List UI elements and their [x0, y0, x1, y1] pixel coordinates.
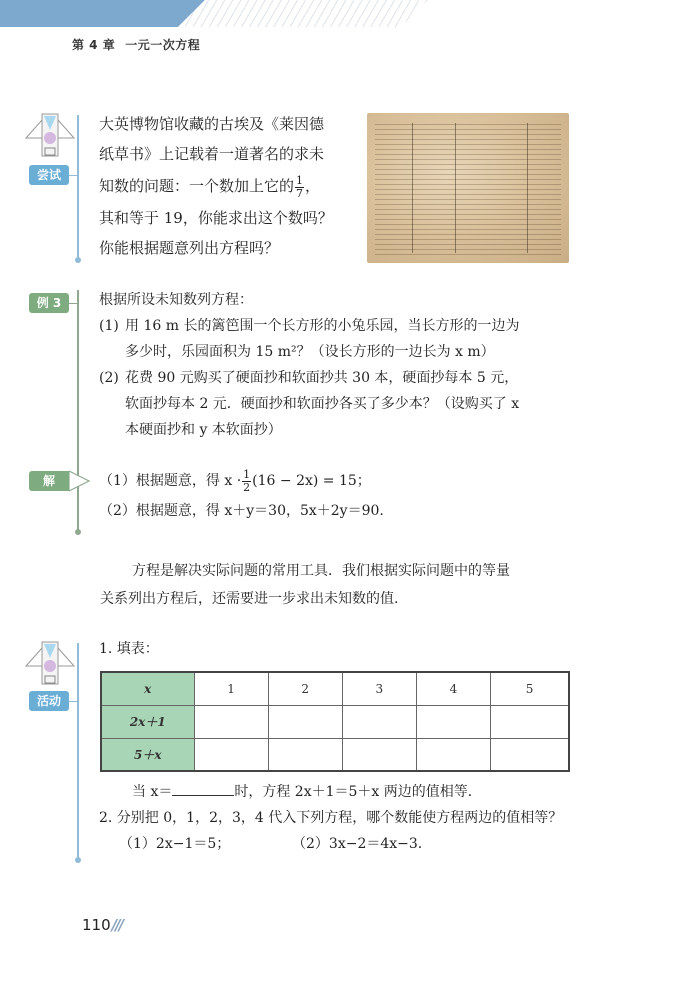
sentence-prefix: 当 x＝: [132, 784, 173, 800]
table-cell[interactable]: [268, 705, 342, 738]
try-line: 你能根据题意列出方程吗？: [99, 239, 280, 257]
table-row-label: 2x＋1: [101, 705, 194, 738]
table-header-row: [101, 672, 569, 705]
activity-badge: 活动: [29, 691, 69, 711]
solution-badge: 解: [29, 471, 69, 491]
example-line-dot: [75, 529, 81, 535]
header-band: [0, 0, 700, 27]
table-cell[interactable]: [194, 738, 268, 771]
activity-q2-title: 2. 分别把 0，1，2，3，4 代入下列方程，哪个数能使方程两边的值相等？: [99, 810, 563, 826]
item-body: [125, 313, 519, 365]
item-line: 多少时，乐园面积为 15 m²？（设长方形的一边长为 x m）: [125, 344, 495, 360]
example-intro: 根据所设未知数列方程：: [99, 292, 253, 308]
item-line: 本硬面抄和 y 本软面抄）: [125, 422, 282, 438]
try-line-text: 知数的问题：一个数加上它的: [99, 177, 295, 195]
try-line: [99, 169, 364, 203]
table-cell[interactable]: [268, 738, 342, 771]
table-row-label: 5＋x: [101, 738, 194, 771]
table-cell[interactable]: [416, 705, 490, 738]
mascot-icon: [24, 112, 76, 162]
numerator: 1: [243, 467, 251, 481]
page-number-text: 110: [82, 916, 111, 934]
table-header-cell: 4: [416, 672, 490, 705]
solution-line-2: （2）根据题意，得 x＋y＝30，5x＋2y＝90.: [99, 503, 384, 519]
table-header-cell: 2: [268, 672, 342, 705]
sentence-suffix: 时，方程 2x＋1＝5＋x 两边的值相等．: [234, 784, 482, 800]
table-cell[interactable]: [491, 738, 569, 771]
activity-q2-eq1: （1）2x−1＝5；: [119, 836, 231, 852]
try-line: 大英博物馆收藏的古埃及《莱因德: [99, 115, 325, 133]
activity-q1-sentence: [132, 779, 482, 805]
try-line-dot: [75, 257, 81, 263]
try-connector: [69, 175, 77, 176]
item-label: (2): [99, 370, 119, 386]
table-cell[interactable]: [342, 705, 416, 738]
answer-blank[interactable]: [172, 780, 234, 796]
example-badge: 例 3: [29, 293, 69, 313]
fill-table: [100, 671, 570, 772]
solution-line-1: [99, 466, 579, 496]
denominator: 7: [296, 186, 304, 200]
try-vertical-line: [77, 115, 79, 258]
solution-line-text: (16 − 2x) = 15；: [252, 473, 371, 489]
try-line: 其和等于 19，你能求出这个数吗？: [99, 209, 333, 227]
page-decoration-icon: ///: [111, 916, 123, 934]
table-cell[interactable]: [491, 705, 569, 738]
item-line: 用 16 m 长的篱笆围一个长方形的小兔乐园，当长方形的一边为: [125, 318, 520, 334]
papyrus-column: [412, 123, 413, 253]
example-vertical-line: [77, 290, 79, 530]
table-header-cell: 5: [491, 672, 569, 705]
chapter-title: [72, 36, 210, 53]
table-cell[interactable]: [194, 705, 268, 738]
mascot-icon: [24, 640, 76, 690]
table-cell[interactable]: [416, 738, 490, 771]
table-header-cell: 3: [342, 672, 416, 705]
try-line-text: ，: [305, 177, 321, 195]
activity-q2-eq2: （2）3x−2＝4x−3.: [292, 836, 423, 852]
item-body: [125, 365, 519, 443]
activity-q1-title: 1. 填表：: [99, 641, 159, 657]
table-header-cell: 1: [194, 672, 268, 705]
fraction-one-seventh: [295, 175, 304, 200]
try-line: 纸草书》上记载着一道著名的求未: [99, 145, 325, 163]
table-header-cell: x: [101, 672, 194, 705]
paragraph-line: 关系列出方程后，还需要进一步求出未知数的值.: [100, 591, 399, 607]
paragraph-line: 方程是解决实际问题的常用工具．我们根据实际问题中的等量: [132, 563, 510, 579]
table-row: [101, 738, 569, 771]
header-blue-band: [0, 0, 205, 27]
activity-vertical-line: [77, 643, 79, 858]
example-item-2: [99, 365, 589, 443]
header-stripes: [178, 0, 428, 27]
papyrus-column: [527, 123, 528, 253]
item-line: 花费 90 元购买了硬面抄和软面抄共 30 本，硬面抄每本 5 元，: [125, 370, 519, 386]
example-text: [99, 287, 589, 443]
example-connector: [69, 303, 77, 304]
example-item-1: [99, 313, 589, 365]
item-label: (1): [99, 318, 119, 334]
papyrus-image: [367, 113, 569, 263]
table-cell[interactable]: [342, 738, 416, 771]
table-row: [101, 705, 569, 738]
papyrus-writing: [375, 121, 561, 255]
fraction-one-half: [242, 469, 251, 494]
summary-paragraph: [100, 557, 590, 613]
activity-line-dot: [75, 857, 81, 863]
chapter-label: 第 4 章: [72, 38, 116, 52]
solution-line-text: （1）根据题意，得 x ·: [99, 473, 242, 489]
solution-text: [99, 466, 579, 526]
papyrus-column: [455, 123, 456, 253]
try-badge: 尝试: [29, 165, 69, 185]
activity-connector: [69, 701, 77, 702]
page-number: [82, 916, 122, 934]
numerator: 1: [296, 173, 304, 187]
try-text: [99, 109, 364, 263]
solution-arrow-icon: [69, 469, 91, 493]
chapter-name: 一元一次方程: [125, 38, 201, 52]
denominator: 2: [243, 480, 251, 494]
item-line: 软面抄每本 2 元．硬面抄和软面抄各买了多少本？（设购买了 x: [125, 396, 520, 412]
